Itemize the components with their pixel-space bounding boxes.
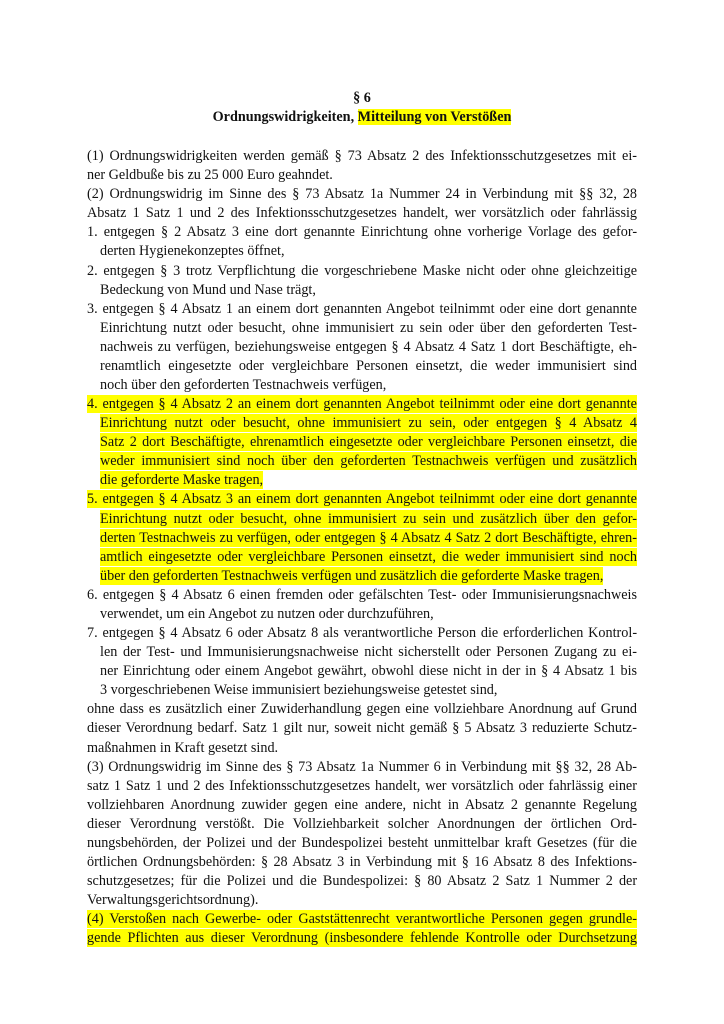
section-title xyxy=(0,108,724,126)
text-line: 4. entgegen § 4 Absatz 2 an einem dort genannten Angebot teilnimmt oder eine dort genannte xyxy=(87,396,637,412)
text-line: dieser Verordnung bedarf. Satz 1 gilt nur, soweit nicht gemäß § 5 Absatz 3 reduzierte Schutz- xyxy=(87,720,637,737)
text-line: Satz 2 dort Beschäftigte, ehrenamtlich eingesetzte oder vergleichbare Personen einsetzt, die xyxy=(100,434,638,451)
text-line: derten Testnachweis zu verfügen, oder entgegen § 4 Absatz 4 Satz 2 dort Beschäftigte, ehren- xyxy=(100,529,637,546)
section-title-highlight: Mitteilung von Verstößen xyxy=(357,109,512,125)
text-line: Einrichtung nutzt oder besucht, ohne immunisiert zu sein oder über den geforderten Test- xyxy=(100,319,637,336)
text-line: nungsbehörden, der Polizei und der Bundespolizei besteht unmittelbar kraft Gesetzes (für die xyxy=(87,834,637,851)
text-line: Bedeckung von Mund und Nase trägt, xyxy=(100,281,316,298)
text-line: renamtlich eingesetzte oder vergleichbare Personen einsetzt, die weder immunisiert sind xyxy=(100,357,638,374)
text-line: 3. entgegen § 4 Absatz 1 an einem dort genannten Angebot teilnimmt oder eine dort genannte xyxy=(87,300,637,317)
text-line: noch über den geforderten Testnachweis verfügen, xyxy=(100,377,387,393)
text-line: 3 vorgeschriebenen Weise immunisiert beziehungsweise getestet sind, xyxy=(100,682,498,699)
text-line: Einrichtung nutzt oder besucht, ohne immunisiert zu sein, oder entgegen § 4 Absatz 4 xyxy=(100,415,638,432)
text-line: Verwaltungsgerichtsordnung). xyxy=(87,892,259,909)
text-line: ner Geldbuße bis zu 25 000 Euro geahndet. xyxy=(87,167,333,184)
text-line: 6. entgegen § 4 Absatz 6 einen fremden oder gefälschten Test- oder Immunisierungsnachweis xyxy=(87,586,638,603)
text-line: gende Pflichten aus dieser Verordnung (insbesondere fehlende Kontrolle oder Durchsetzung xyxy=(87,930,637,947)
text-line: örtlichen Ordnungsbehörden: § 28 Absatz 3 in Verbindung mit § 16 Absatz 8 des Infektions- xyxy=(87,854,637,870)
text-line: ohne dass es zusätzlich einer Zuwiderhandlung gegen eine vollziehbare Anordnung auf Grund xyxy=(87,701,638,718)
text-line: (2) Ordnungswidrig im Sinne des § 73 Absatz 1a Nummer 24 in Verbindung mit §§ 32, 28 xyxy=(87,186,638,203)
text-line: derten Hygienekonzeptes öffnet, xyxy=(100,243,285,260)
text-line: (4) Verstoßen nach Gewerbe- oder Gaststättenrecht verantwortliche Personen gegen grundle- xyxy=(87,911,637,928)
text-line: weder immunisiert sind noch über den geforderten Testnachweis verfügen und zusätzlich xyxy=(100,453,637,470)
text-line: (1) Ordnungswidrigkeiten werden gemäß § 73 Absatz 2 des Infektionsschutzgesetzes mit ei- xyxy=(87,148,638,164)
text-line: 1. entgegen § 2 Absatz 3 eine dort genannte Einrichtung ohne vorherige Vorlage des gefor- xyxy=(87,224,638,241)
text-line: (3) Ordnungswidrig im Sinne des § 73 Absatz 1a Nummer 6 in Verbindung mit §§ 32, 28 Ab- xyxy=(87,758,638,775)
section-title-plain: Ordnungswidrigkeiten, xyxy=(212,109,358,125)
text-line: Einrichtung nutzt oder besucht, ohne immunisiert zu sein und zusätzlich über den gefor- xyxy=(100,510,637,527)
text-line: Absatz 1 Satz 1 und 2 des Infektionsschutzgesetzes handelt, wer vorsätzlich oder fahrlässig xyxy=(87,205,637,222)
text-line: ner Einrichtung oder einem Angebot gewährt, obwohl diese nicht in der in § 4 Absatz 1 bis xyxy=(100,663,638,680)
text-line: maßnahmen in Kraft gesetzt sind. xyxy=(87,739,279,756)
section-number: § 6 xyxy=(353,90,371,106)
text-line: 5. entgegen § 4 Absatz 3 an einem dort genannten Angebot teilnimmt oder eine dort genannte xyxy=(87,491,637,508)
text-line: vollziehbaren Anordnung zuwider gegen eine andere, nicht in Absatz 2 genannte Regelung xyxy=(87,796,637,813)
text-line: satz 1 Satz 1 und 2 des Infektionsschutzgesetzes handelt, wer vorsätzlich oder fahrlässig einer xyxy=(87,777,637,794)
text-line: nachweis zu verfügen, beziehungsweise entgegen § 4 Absatz 4 Satz 1 dort Beschäftigte, eh- xyxy=(100,338,637,355)
text-line: 2. entgegen § 3 trotz Verpflichtung die vorgeschriebene Maske nicht oder ohne gleichzeitige xyxy=(87,262,638,279)
text-line: amtlich eingesetzte oder vergleichbare Personen einsetzt, die weder immunisiert sind noch xyxy=(100,548,637,565)
text-line: verwendet, um ein Angebot zu nutzen oder durchzuführen, xyxy=(100,605,434,622)
text-line: dieser Verordnung verstößt. Die Vollziehbarkeit solcher Anordnungen der örtlichen Ord- xyxy=(87,815,638,832)
text-line: über den geforderten Testnachweis verfügen und zusätzlich die geforderte Maske tragen, xyxy=(100,567,604,584)
text-line: len der Test- und Immunisierungsnachweise nicht sicherstellt oder Personen Zugang zu ei- xyxy=(100,644,638,661)
text-line: die geforderte Maske tragen, xyxy=(100,472,264,489)
text-line: schutzgesetzes; für die Polizei und die Bundespolizei: § 80 Absatz 2 Satz 1 Nummer 2 der xyxy=(87,873,638,889)
text-line: 7. entgegen § 4 Absatz 6 oder Absatz 8 als verantwortliche Person die erforderlichen Kontrol- xyxy=(87,625,638,641)
